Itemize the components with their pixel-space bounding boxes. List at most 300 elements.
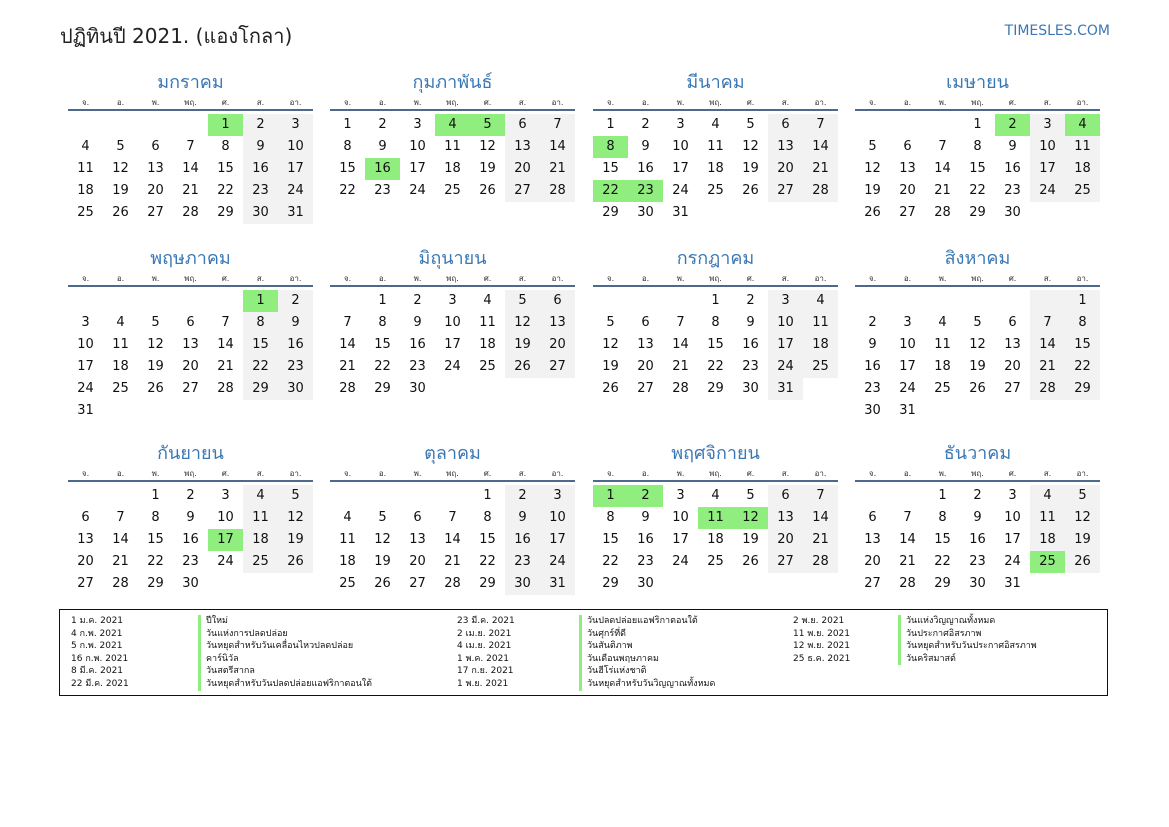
- day-cell[interactable]: 23: [637, 554, 654, 569]
- day-cell-holiday[interactable]: 4: [1065, 114, 1100, 136]
- day-cell[interactable]: 10: [409, 139, 426, 154]
- day-cell[interactable]: 23: [742, 359, 759, 374]
- day-cell[interactable]: 28: [217, 381, 234, 396]
- day-cell[interactable]: 13: [505, 136, 540, 158]
- day-cell[interactable]: 20: [540, 334, 575, 356]
- day-cell[interactable]: 12: [1065, 507, 1100, 529]
- day-cell[interactable]: 31: [77, 403, 94, 418]
- day-cell[interactable]: 5: [278, 485, 313, 507]
- day-cell[interactable]: 14: [182, 161, 199, 176]
- day-cell[interactable]: 11: [243, 507, 278, 529]
- day-cell[interactable]: 20: [409, 554, 426, 569]
- day-cell[interactable]: 26: [1065, 551, 1100, 573]
- day-cell[interactable]: 14: [217, 337, 234, 352]
- day-cell[interactable]: 2: [505, 485, 540, 507]
- day-cell[interactable]: 24: [672, 554, 689, 569]
- day-cell[interactable]: 29: [934, 576, 951, 591]
- day-cell[interactable]: 9: [641, 139, 650, 154]
- day-cell[interactable]: 21: [182, 183, 199, 198]
- day-cell[interactable]: 6: [903, 139, 912, 154]
- day-cell[interactable]: 16: [278, 334, 313, 356]
- day-cell[interactable]: 13: [77, 532, 94, 547]
- day-cell[interactable]: 13: [768, 136, 803, 158]
- day-cell[interactable]: 16: [864, 359, 881, 374]
- day-cell[interactable]: 13: [637, 337, 654, 352]
- day-cell[interactable]: 28: [444, 576, 461, 591]
- day-cell[interactable]: 12: [479, 139, 496, 154]
- day-cell[interactable]: 2: [278, 290, 313, 312]
- day-cell[interactable]: 19: [147, 359, 164, 374]
- day-cell[interactable]: 30: [742, 381, 759, 396]
- day-cell[interactable]: 19: [602, 359, 619, 374]
- day-cell[interactable]: 11: [444, 139, 461, 154]
- day-cell[interactable]: 13: [409, 532, 426, 547]
- day-cell[interactable]: 22: [969, 183, 986, 198]
- day-cell[interactable]: 8: [973, 139, 982, 154]
- day-cell[interactable]: 8: [151, 510, 160, 525]
- day-cell[interactable]: 13: [864, 532, 881, 547]
- day-cell-holiday[interactable]: 2: [628, 485, 663, 507]
- day-cell[interactable]: 20: [768, 529, 803, 551]
- day-cell[interactable]: 8: [938, 510, 947, 525]
- day-cell[interactable]: 30: [182, 576, 199, 591]
- day-cell[interactable]: 17: [899, 359, 916, 374]
- day-cell[interactable]: 3: [540, 485, 575, 507]
- day-cell-holiday[interactable]: 1: [593, 485, 628, 507]
- day-cell[interactable]: 14: [672, 337, 689, 352]
- day-cell[interactable]: 26: [969, 381, 986, 396]
- day-cell[interactable]: 8: [343, 139, 352, 154]
- day-cell[interactable]: 24: [672, 183, 689, 198]
- day-cell[interactable]: 17: [672, 532, 689, 547]
- day-cell[interactable]: 28: [540, 180, 575, 202]
- day-cell[interactable]: 7: [803, 485, 838, 507]
- day-cell[interactable]: 16: [1004, 161, 1021, 176]
- day-cell[interactable]: 24: [409, 183, 426, 198]
- day-cell[interactable]: 9: [378, 139, 387, 154]
- day-cell[interactable]: 21: [672, 359, 689, 374]
- day-cell[interactable]: 9: [868, 337, 877, 352]
- site-link[interactable]: TIMESLES.COM: [1004, 23, 1110, 39]
- day-cell[interactable]: 31: [1004, 576, 1021, 591]
- day-cell[interactable]: 30: [243, 202, 278, 224]
- day-cell[interactable]: 17: [409, 161, 426, 176]
- day-cell[interactable]: 9: [243, 136, 278, 158]
- day-cell[interactable]: 16: [637, 532, 654, 547]
- day-cell[interactable]: 22: [374, 359, 391, 374]
- day-cell[interactable]: 14: [339, 337, 356, 352]
- day-cell[interactable]: 28: [803, 180, 838, 202]
- day-cell[interactable]: 3: [448, 293, 457, 308]
- day-cell[interactable]: 24: [278, 180, 313, 202]
- day-cell[interactable]: 18: [1065, 158, 1100, 180]
- day-cell[interactable]: 19: [864, 183, 881, 198]
- day-cell[interactable]: 24: [540, 551, 575, 573]
- day-cell[interactable]: 22: [243, 356, 278, 378]
- day-cell-holiday[interactable]: 11: [698, 507, 733, 529]
- day-cell[interactable]: 14: [112, 532, 129, 547]
- day-cell[interactable]: 18: [112, 359, 129, 374]
- day-cell[interactable]: 4: [711, 117, 720, 132]
- day-cell[interactable]: 19: [112, 183, 129, 198]
- day-cell[interactable]: 28: [182, 205, 199, 220]
- day-cell[interactable]: 23: [182, 554, 199, 569]
- day-cell[interactable]: 9: [641, 510, 650, 525]
- day-cell[interactable]: 23: [374, 183, 391, 198]
- day-cell[interactable]: 8: [221, 139, 230, 154]
- day-cell[interactable]: 8: [483, 510, 492, 525]
- day-cell[interactable]: 2: [973, 488, 982, 503]
- day-cell[interactable]: 3: [903, 315, 912, 330]
- day-cell[interactable]: 15: [1065, 334, 1100, 356]
- day-cell[interactable]: 1: [938, 488, 947, 503]
- day-cell[interactable]: 13: [182, 337, 199, 352]
- day-cell-holiday[interactable]: 12: [733, 507, 768, 529]
- day-cell[interactable]: 28: [1030, 378, 1065, 400]
- day-cell[interactable]: 22: [1065, 356, 1100, 378]
- day-cell[interactable]: 9: [973, 510, 982, 525]
- day-cell[interactable]: 27: [540, 356, 575, 378]
- day-cell[interactable]: 3: [221, 488, 230, 503]
- day-cell[interactable]: 10: [278, 136, 313, 158]
- day-cell[interactable]: 5: [1065, 485, 1100, 507]
- day-cell[interactable]: 11: [707, 139, 724, 154]
- day-cell[interactable]: 11: [479, 315, 496, 330]
- day-cell[interactable]: 28: [899, 576, 916, 591]
- day-cell[interactable]: 5: [973, 315, 982, 330]
- day-cell[interactable]: 21: [803, 529, 838, 551]
- day-cell[interactable]: 29: [147, 576, 164, 591]
- day-cell[interactable]: 12: [147, 337, 164, 352]
- day-cell-holiday[interactable]: 2: [995, 114, 1030, 136]
- day-cell[interactable]: 12: [112, 161, 129, 176]
- day-cell[interactable]: 13: [768, 507, 803, 529]
- day-cell[interactable]: 5: [505, 290, 540, 312]
- day-cell[interactable]: 9: [505, 507, 540, 529]
- day-cell[interactable]: 27: [77, 576, 94, 591]
- day-cell[interactable]: 21: [217, 359, 234, 374]
- day-cell[interactable]: 17: [1030, 158, 1065, 180]
- day-cell[interactable]: 20: [505, 158, 540, 180]
- day-cell[interactable]: 9: [278, 312, 313, 334]
- day-cell[interactable]: 27: [637, 381, 654, 396]
- day-cell[interactable]: 29: [707, 381, 724, 396]
- day-cell[interactable]: 30: [505, 573, 540, 595]
- day-cell[interactable]: 11: [1030, 507, 1065, 529]
- day-cell[interactable]: 19: [278, 529, 313, 551]
- day-cell[interactable]: 18: [934, 359, 951, 374]
- day-cell[interactable]: 26: [742, 554, 759, 569]
- day-cell[interactable]: 4: [81, 139, 90, 154]
- day-cell[interactable]: 26: [479, 183, 496, 198]
- day-cell[interactable]: 11: [1065, 136, 1100, 158]
- day-cell[interactable]: 20: [182, 359, 199, 374]
- day-cell[interactable]: 8: [711, 315, 720, 330]
- day-cell[interactable]: 21: [339, 359, 356, 374]
- day-cell[interactable]: 30: [864, 403, 881, 418]
- day-cell[interactable]: 6: [768, 114, 803, 136]
- day-cell-holiday[interactable]: 4: [435, 114, 470, 136]
- day-cell[interactable]: 26: [505, 356, 540, 378]
- day-cell[interactable]: 15: [374, 337, 391, 352]
- day-cell[interactable]: 3: [413, 117, 422, 132]
- day-cell[interactable]: 10: [217, 510, 234, 525]
- day-cell[interactable]: 15: [707, 337, 724, 352]
- day-cell[interactable]: 8: [378, 315, 387, 330]
- day-cell[interactable]: 18: [1030, 529, 1065, 551]
- day-cell[interactable]: 13: [147, 161, 164, 176]
- day-cell[interactable]: 22: [217, 183, 234, 198]
- day-cell[interactable]: 3: [278, 114, 313, 136]
- day-cell[interactable]: 9: [746, 315, 755, 330]
- day-cell[interactable]: 21: [444, 554, 461, 569]
- day-cell[interactable]: 15: [602, 532, 619, 547]
- day-cell[interactable]: 11: [112, 337, 129, 352]
- day-cell-holiday[interactable]: 25: [1030, 551, 1065, 573]
- day-cell[interactable]: 25: [243, 551, 278, 573]
- day-cell[interactable]: 31: [899, 403, 916, 418]
- day-cell[interactable]: 20: [899, 183, 916, 198]
- day-cell[interactable]: 1: [378, 293, 387, 308]
- day-cell[interactable]: 5: [116, 139, 125, 154]
- day-cell[interactable]: 2: [378, 117, 387, 132]
- day-cell[interactable]: 12: [374, 532, 391, 547]
- day-cell[interactable]: 30: [278, 378, 313, 400]
- day-cell[interactable]: 14: [803, 507, 838, 529]
- day-cell[interactable]: 31: [672, 205, 689, 220]
- day-cell[interactable]: 1: [151, 488, 160, 503]
- day-cell[interactable]: 25: [803, 356, 838, 378]
- day-cell[interactable]: 14: [899, 532, 916, 547]
- day-cell[interactable]: 24: [1004, 554, 1021, 569]
- day-cell[interactable]: 18: [77, 183, 94, 198]
- day-cell[interactable]: 7: [343, 315, 352, 330]
- day-cell[interactable]: 7: [448, 510, 457, 525]
- day-cell[interactable]: 18: [444, 161, 461, 176]
- day-cell[interactable]: 3: [676, 488, 685, 503]
- day-cell[interactable]: 10: [672, 510, 689, 525]
- day-cell[interactable]: 12: [505, 312, 540, 334]
- day-cell[interactable]: 2: [868, 315, 877, 330]
- day-cell-holiday[interactable]: 8: [593, 136, 628, 158]
- day-cell[interactable]: 7: [938, 139, 947, 154]
- day-cell[interactable]: 7: [676, 315, 685, 330]
- day-cell[interactable]: 24: [217, 554, 234, 569]
- day-cell[interactable]: 25: [339, 576, 356, 591]
- day-cell[interactable]: 22: [707, 359, 724, 374]
- day-cell[interactable]: 7: [540, 114, 575, 136]
- day-cell[interactable]: 3: [1030, 114, 1065, 136]
- day-cell[interactable]: 19: [742, 161, 759, 176]
- day-cell[interactable]: 5: [606, 315, 615, 330]
- day-cell[interactable]: 26: [278, 551, 313, 573]
- day-cell[interactable]: 28: [672, 381, 689, 396]
- day-cell[interactable]: 6: [641, 315, 650, 330]
- day-cell[interactable]: 31: [768, 378, 803, 400]
- day-cell[interactable]: 14: [803, 136, 838, 158]
- day-cell[interactable]: 11: [339, 532, 356, 547]
- day-cell[interactable]: 27: [182, 381, 199, 396]
- day-cell[interactable]: 22: [934, 554, 951, 569]
- day-cell[interactable]: 15: [147, 532, 164, 547]
- day-cell[interactable]: 24: [899, 381, 916, 396]
- day-cell[interactable]: 14: [1030, 334, 1065, 356]
- day-cell[interactable]: 19: [1065, 529, 1100, 551]
- day-cell[interactable]: 8: [243, 312, 278, 334]
- day-cell[interactable]: 22: [147, 554, 164, 569]
- day-cell[interactable]: 1: [343, 117, 352, 132]
- day-cell[interactable]: 29: [602, 576, 619, 591]
- day-cell[interactable]: 17: [672, 161, 689, 176]
- day-cell[interactable]: 6: [413, 510, 422, 525]
- day-cell[interactable]: 6: [540, 290, 575, 312]
- day-cell[interactable]: 7: [186, 139, 195, 154]
- day-cell[interactable]: 4: [343, 510, 352, 525]
- day-cell[interactable]: 2: [746, 293, 755, 308]
- day-cell[interactable]: 27: [899, 205, 916, 220]
- day-cell[interactable]: 20: [77, 554, 94, 569]
- day-cell[interactable]: 10: [899, 337, 916, 352]
- day-cell[interactable]: 17: [77, 359, 94, 374]
- day-cell[interactable]: 24: [768, 356, 803, 378]
- day-cell[interactable]: 12: [969, 337, 986, 352]
- day-cell[interactable]: 19: [969, 359, 986, 374]
- day-cell[interactable]: 30: [1004, 205, 1021, 220]
- day-cell[interactable]: 22: [339, 183, 356, 198]
- day-cell[interactable]: 23: [243, 180, 278, 202]
- day-cell[interactable]: 7: [903, 510, 912, 525]
- day-cell[interactable]: 10: [672, 139, 689, 154]
- day-cell[interactable]: 6: [81, 510, 90, 525]
- day-cell[interactable]: 4: [711, 488, 720, 503]
- day-cell[interactable]: 3: [1008, 488, 1017, 503]
- day-cell[interactable]: 2: [413, 293, 422, 308]
- day-cell[interactable]: 21: [112, 554, 129, 569]
- day-cell[interactable]: 2: [186, 488, 195, 503]
- day-cell[interactable]: 5: [378, 510, 387, 525]
- day-cell[interactable]: 25: [77, 205, 94, 220]
- day-cell[interactable]: 27: [147, 205, 164, 220]
- day-cell[interactable]: 15: [602, 161, 619, 176]
- day-cell[interactable]: 5: [746, 488, 755, 503]
- day-cell[interactable]: 4: [803, 290, 838, 312]
- day-cell[interactable]: 13: [540, 312, 575, 334]
- day-cell[interactable]: 28: [934, 205, 951, 220]
- day-cell[interactable]: 26: [742, 183, 759, 198]
- day-cell[interactable]: 1: [711, 293, 720, 308]
- day-cell[interactable]: 12: [278, 507, 313, 529]
- day-cell[interactable]: 18: [243, 529, 278, 551]
- day-cell[interactable]: 22: [479, 554, 496, 569]
- day-cell[interactable]: 13: [1004, 337, 1021, 352]
- day-cell[interactable]: 11: [77, 161, 94, 176]
- day-cell[interactable]: 13: [899, 161, 916, 176]
- day-cell[interactable]: 27: [409, 576, 426, 591]
- day-cell[interactable]: 26: [602, 381, 619, 396]
- day-cell[interactable]: 4: [1030, 485, 1065, 507]
- day-cell[interactable]: 14: [934, 161, 951, 176]
- day-cell[interactable]: 20: [147, 183, 164, 198]
- day-cell[interactable]: 23: [505, 551, 540, 573]
- day-cell[interactable]: 12: [602, 337, 619, 352]
- day-cell[interactable]: 15: [479, 532, 496, 547]
- day-cell-holiday[interactable]: 17: [208, 529, 243, 551]
- day-cell[interactable]: 29: [969, 205, 986, 220]
- day-cell[interactable]: 15: [243, 334, 278, 356]
- day-cell[interactable]: 30: [409, 381, 426, 396]
- day-cell[interactable]: 15: [934, 532, 951, 547]
- day-cell[interactable]: 25: [112, 381, 129, 396]
- day-cell[interactable]: 18: [803, 334, 838, 356]
- day-cell[interactable]: 7: [116, 510, 125, 525]
- day-cell[interactable]: 29: [1065, 378, 1100, 400]
- day-cell[interactable]: 8: [1065, 312, 1100, 334]
- day-cell[interactable]: 15: [969, 161, 986, 176]
- day-cell[interactable]: 23: [409, 359, 426, 374]
- day-cell[interactable]: 27: [505, 180, 540, 202]
- day-cell[interactable]: 3: [676, 117, 685, 132]
- day-cell[interactable]: 16: [969, 532, 986, 547]
- day-cell[interactable]: 25: [707, 183, 724, 198]
- day-cell[interactable]: 19: [479, 161, 496, 176]
- day-cell[interactable]: 29: [479, 576, 496, 591]
- day-cell[interactable]: 2: [243, 114, 278, 136]
- day-cell[interactable]: 20: [637, 359, 654, 374]
- day-cell[interactable]: 12: [864, 161, 881, 176]
- day-cell[interactable]: 22: [602, 554, 619, 569]
- day-cell[interactable]: 23: [864, 381, 881, 396]
- day-cell[interactable]: 21: [1030, 356, 1065, 378]
- day-cell[interactable]: 26: [374, 576, 391, 591]
- day-cell[interactable]: 6: [868, 510, 877, 525]
- day-cell[interactable]: 19: [374, 554, 391, 569]
- day-cell[interactable]: 21: [540, 158, 575, 180]
- day-cell[interactable]: 1: [606, 117, 615, 132]
- day-cell[interactable]: 30: [969, 576, 986, 591]
- day-cell[interactable]: 21: [934, 183, 951, 198]
- day-cell[interactable]: 29: [217, 205, 234, 220]
- day-cell[interactable]: 18: [707, 532, 724, 547]
- day-cell[interactable]: 16: [505, 529, 540, 551]
- day-cell[interactable]: 10: [768, 312, 803, 334]
- day-cell[interactable]: 19: [742, 532, 759, 547]
- day-cell[interactable]: 21: [803, 158, 838, 180]
- day-cell[interactable]: 6: [151, 139, 160, 154]
- day-cell[interactable]: 30: [637, 576, 654, 591]
- day-cell[interactable]: 10: [444, 315, 461, 330]
- day-cell-holiday[interactable]: 16: [365, 158, 400, 180]
- day-cell[interactable]: 18: [339, 554, 356, 569]
- day-cell[interactable]: 31: [278, 202, 313, 224]
- day-cell-holiday[interactable]: 1: [208, 114, 243, 136]
- day-cell[interactable]: 31: [540, 573, 575, 595]
- day-cell[interactable]: 27: [1004, 381, 1021, 396]
- day-cell[interactable]: 9: [186, 510, 195, 525]
- day-cell[interactable]: 18: [479, 337, 496, 352]
- day-cell[interactable]: 12: [742, 139, 759, 154]
- day-cell[interactable]: 8: [606, 510, 615, 525]
- day-cell-holiday[interactable]: 23: [628, 180, 663, 202]
- day-cell[interactable]: 15: [339, 161, 356, 176]
- day-cell[interactable]: 19: [505, 334, 540, 356]
- day-cell[interactable]: 1: [483, 488, 492, 503]
- day-cell[interactable]: 14: [540, 136, 575, 158]
- day-cell[interactable]: 1: [973, 117, 982, 132]
- day-cell[interactable]: 18: [707, 161, 724, 176]
- day-cell[interactable]: 6: [505, 114, 540, 136]
- day-cell[interactable]: 10: [77, 337, 94, 352]
- day-cell[interactable]: 24: [77, 381, 94, 396]
